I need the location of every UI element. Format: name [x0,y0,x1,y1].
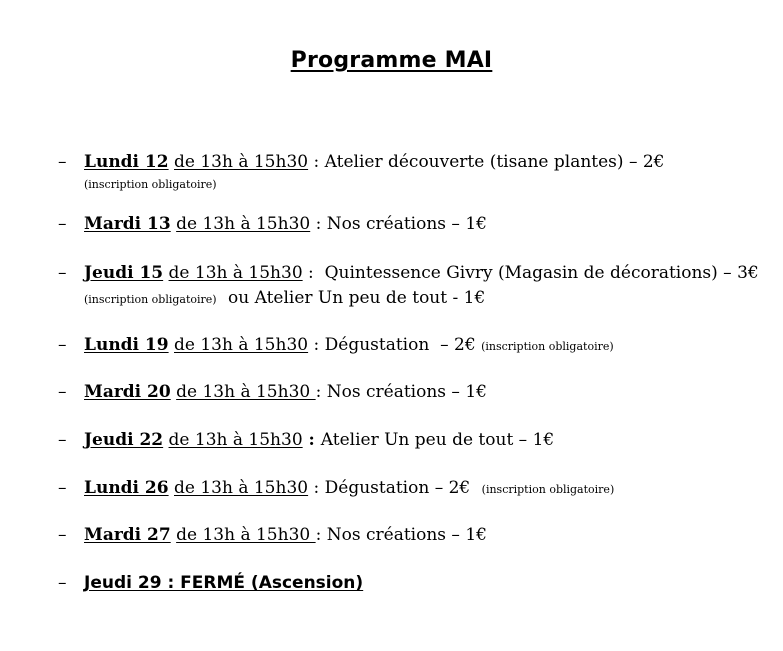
item-note: (inscription obligatoire) [84,293,217,306]
item-time: de 13h à 15h30 [174,478,309,498]
item-line [84,430,554,451]
list-bullet-dash: – [58,152,67,172]
item-day: Mardi 20 [84,382,171,402]
item-activity: Dégustation – 2€ [324,478,471,498]
item-separator: : [310,214,327,234]
item-separator: : [302,430,321,450]
item-activity: Nos créations – 1€ [326,382,487,402]
item-activity: Atelier Un peu de tout – 1€ [320,430,555,450]
item-separator: : [315,525,327,545]
item-time: de 13h à 15h30 [174,152,309,172]
item-day: Mardi 13 [84,214,171,234]
item-activity: Dégustation – 2€ [324,335,476,355]
item-separator: : [308,335,325,355]
item-note: (inscription obligatoire) [84,178,217,191]
item-separator: : [308,478,325,498]
list-bullet-dash: – [58,478,67,498]
item-time: de 13h à 15h30 [174,335,309,355]
list-bullet-dash: – [58,573,67,593]
page-title: Programme MAI [290,48,493,73]
list-bullet-dash: – [58,263,67,283]
item-line [84,335,614,357]
item-time: de 13h à 15h30 [176,382,316,402]
list-bullet-dash: – [58,430,67,450]
item-line [84,382,487,403]
item-line [84,573,363,594]
item-line [84,214,487,235]
item-day: Lundi 12 [84,152,169,172]
item-note: (inscription obligatoire) [481,483,615,496]
list-bullet-dash: – [58,382,67,402]
item-line [84,152,664,173]
list-bullet-dash: – [58,525,67,545]
item-day: Jeudi 15 [84,263,164,283]
item-activity: Quintessence Givry (Magasin de décorations) – 3€ [324,263,759,283]
item-time: de 13h à 15h30 [168,263,303,283]
item-day: Mardi 27 [84,525,171,545]
item-time: de 13h à 15h30 [176,525,316,545]
item-line-2 [84,288,485,310]
item-time: de 13h à 15h30 [176,214,311,234]
item-day: Lundi 26 [84,478,169,498]
item-separator: : [315,382,327,402]
item-separator: : [302,263,325,283]
item-note: (inscription obligatoire) [481,340,614,353]
item-line [84,525,487,546]
item-alternative: ou Atelier Un peu de tout - 1€ [228,288,486,308]
item-line [84,263,759,284]
closed-notice: Jeudi 29 : FERMÉ (Ascension) [84,573,364,593]
item-separator: : [308,152,325,172]
item-day: Lundi 19 [84,335,169,355]
list-bullet-dash: – [58,214,67,234]
list-bullet-dash: – [58,335,67,355]
item-day: Jeudi 22 [84,430,164,450]
item-time: de 13h à 15h30 [168,430,303,450]
item-activity: Nos créations – 1€ [326,525,487,545]
item-activity: Atelier découverte (tisane plantes) – 2€ [324,152,665,172]
item-line [84,478,614,500]
item-activity: Nos créations – 1€ [326,214,487,234]
